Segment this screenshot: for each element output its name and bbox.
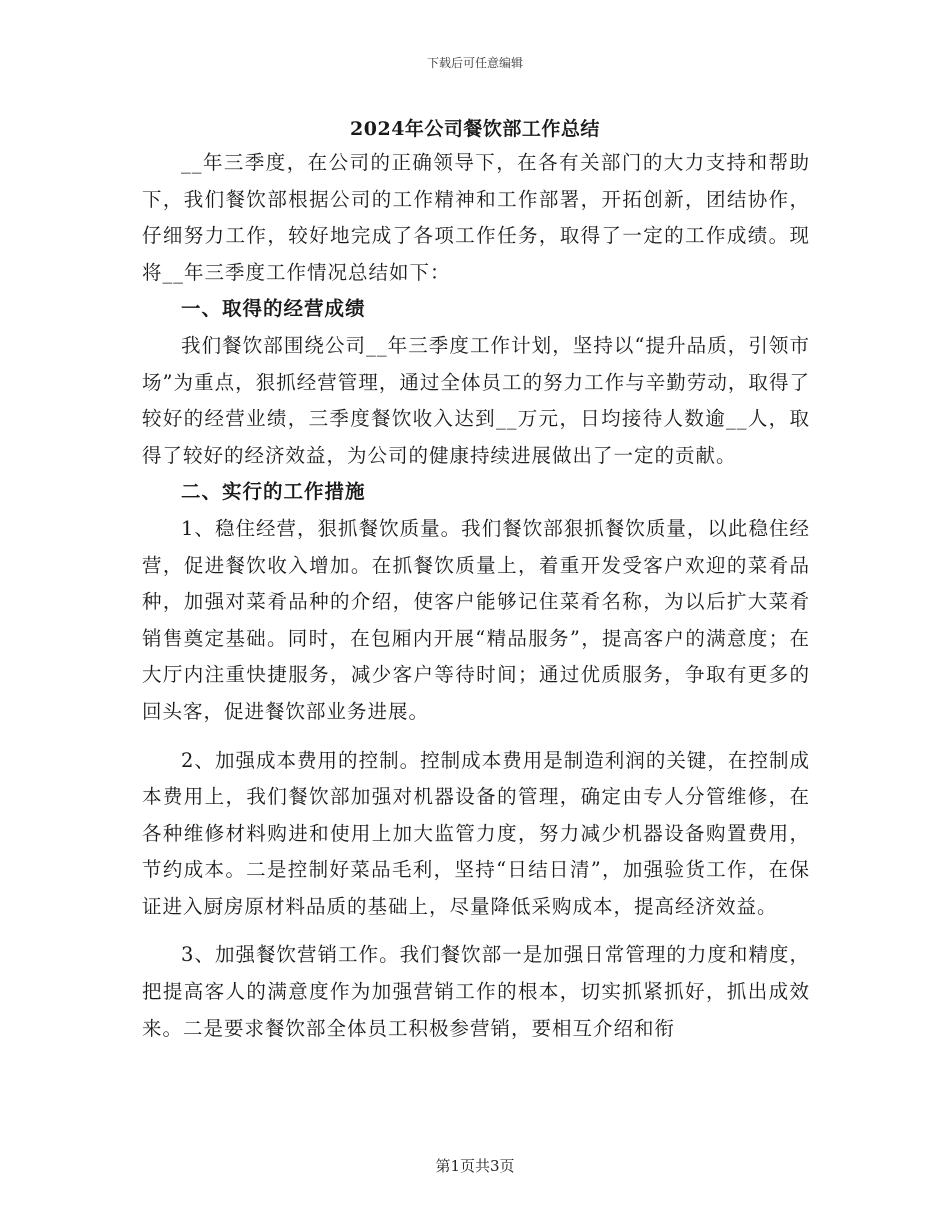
section-1-paragraph: 我们餐饮部围绕公司__年三季度工作计划，坚持以“提升品质，引领市场”为重点，狠抓经营管理，通过全体员工的努力工作与辛勤劳动，取得了较好的经营业绩，三季度餐饮收入达到__万元，日均接待人数逾__人，取得了较好的经济效益，为公司的健康持续进展做出了一定的贡献。: [142, 333, 810, 467]
section-2-heading: 二、实行的工作措施: [181, 480, 366, 504]
page-header-note: 下载后可任意编辑: [426, 56, 523, 70]
document-body: [142, 145, 810, 1047]
document-title: 2024年公司餐饮部工作总结: [350, 118, 600, 140]
page-number-footer: 第1页共3页: [435, 1157, 515, 1175]
item-3-paragraph: 3、加强餐饮营销工作。我们餐饮部一是加强日常管理的力度和精度，把提高客人的满意度作为加强营销工作的根本，切实抓紧抓好，抓出成效来。二是要求餐饮部全体员工积极参营销，要相互介绍和衔: [142, 943, 810, 1040]
item-2-paragraph: 2、加强成本费用的控制。控制成本费用是制造利润的关键，在控制成本费用上，我们餐饮部加强对机器设备的管理，确定由专人分管维修，在各种维修材料购进和使用上加大监管力度，努力减少机器设备购置费用，节约成本。二是控制好菜品毛利，坚持“日结日清”，加强验货工作，在保证进入厨房原材料品质的基础上，尽量降低采购成本，提高经济效益。: [142, 748, 810, 918]
item-1-paragraph: 1、稳住经营，狠抓餐饮质量。我们餐饮部狠抓餐饮质量，以此稳住经营，促进餐饮收入增加。在抓餐饮质量上，着重开发受客户欢迎的菜肴品种，加强对菜肴品种的介绍，使客户能够记住菜肴名称，为以后扩大菜肴销售奠定基础。同时，在包厢内开展“精品服务”，提高客户的满意度；在大厅内注重快捷服务，减少客户等待时间；通过优质服务，争取有更多的回头客，促进餐饮部业务进展。: [142, 516, 810, 723]
intro-paragraph: __年三季度，在公司的正确领导下，在各有关部门的大力支持和帮助下，我们餐饮部根据公司的工作精神和工作部署，开拓创新，团结协作，仔细努力工作，较好地完成了各项工作任务，取得了一定的工作成绩。现将__年三季度工作情况总结如下：: [142, 151, 810, 284]
section-1-heading: 一、取得的经营成绩: [181, 297, 366, 321]
